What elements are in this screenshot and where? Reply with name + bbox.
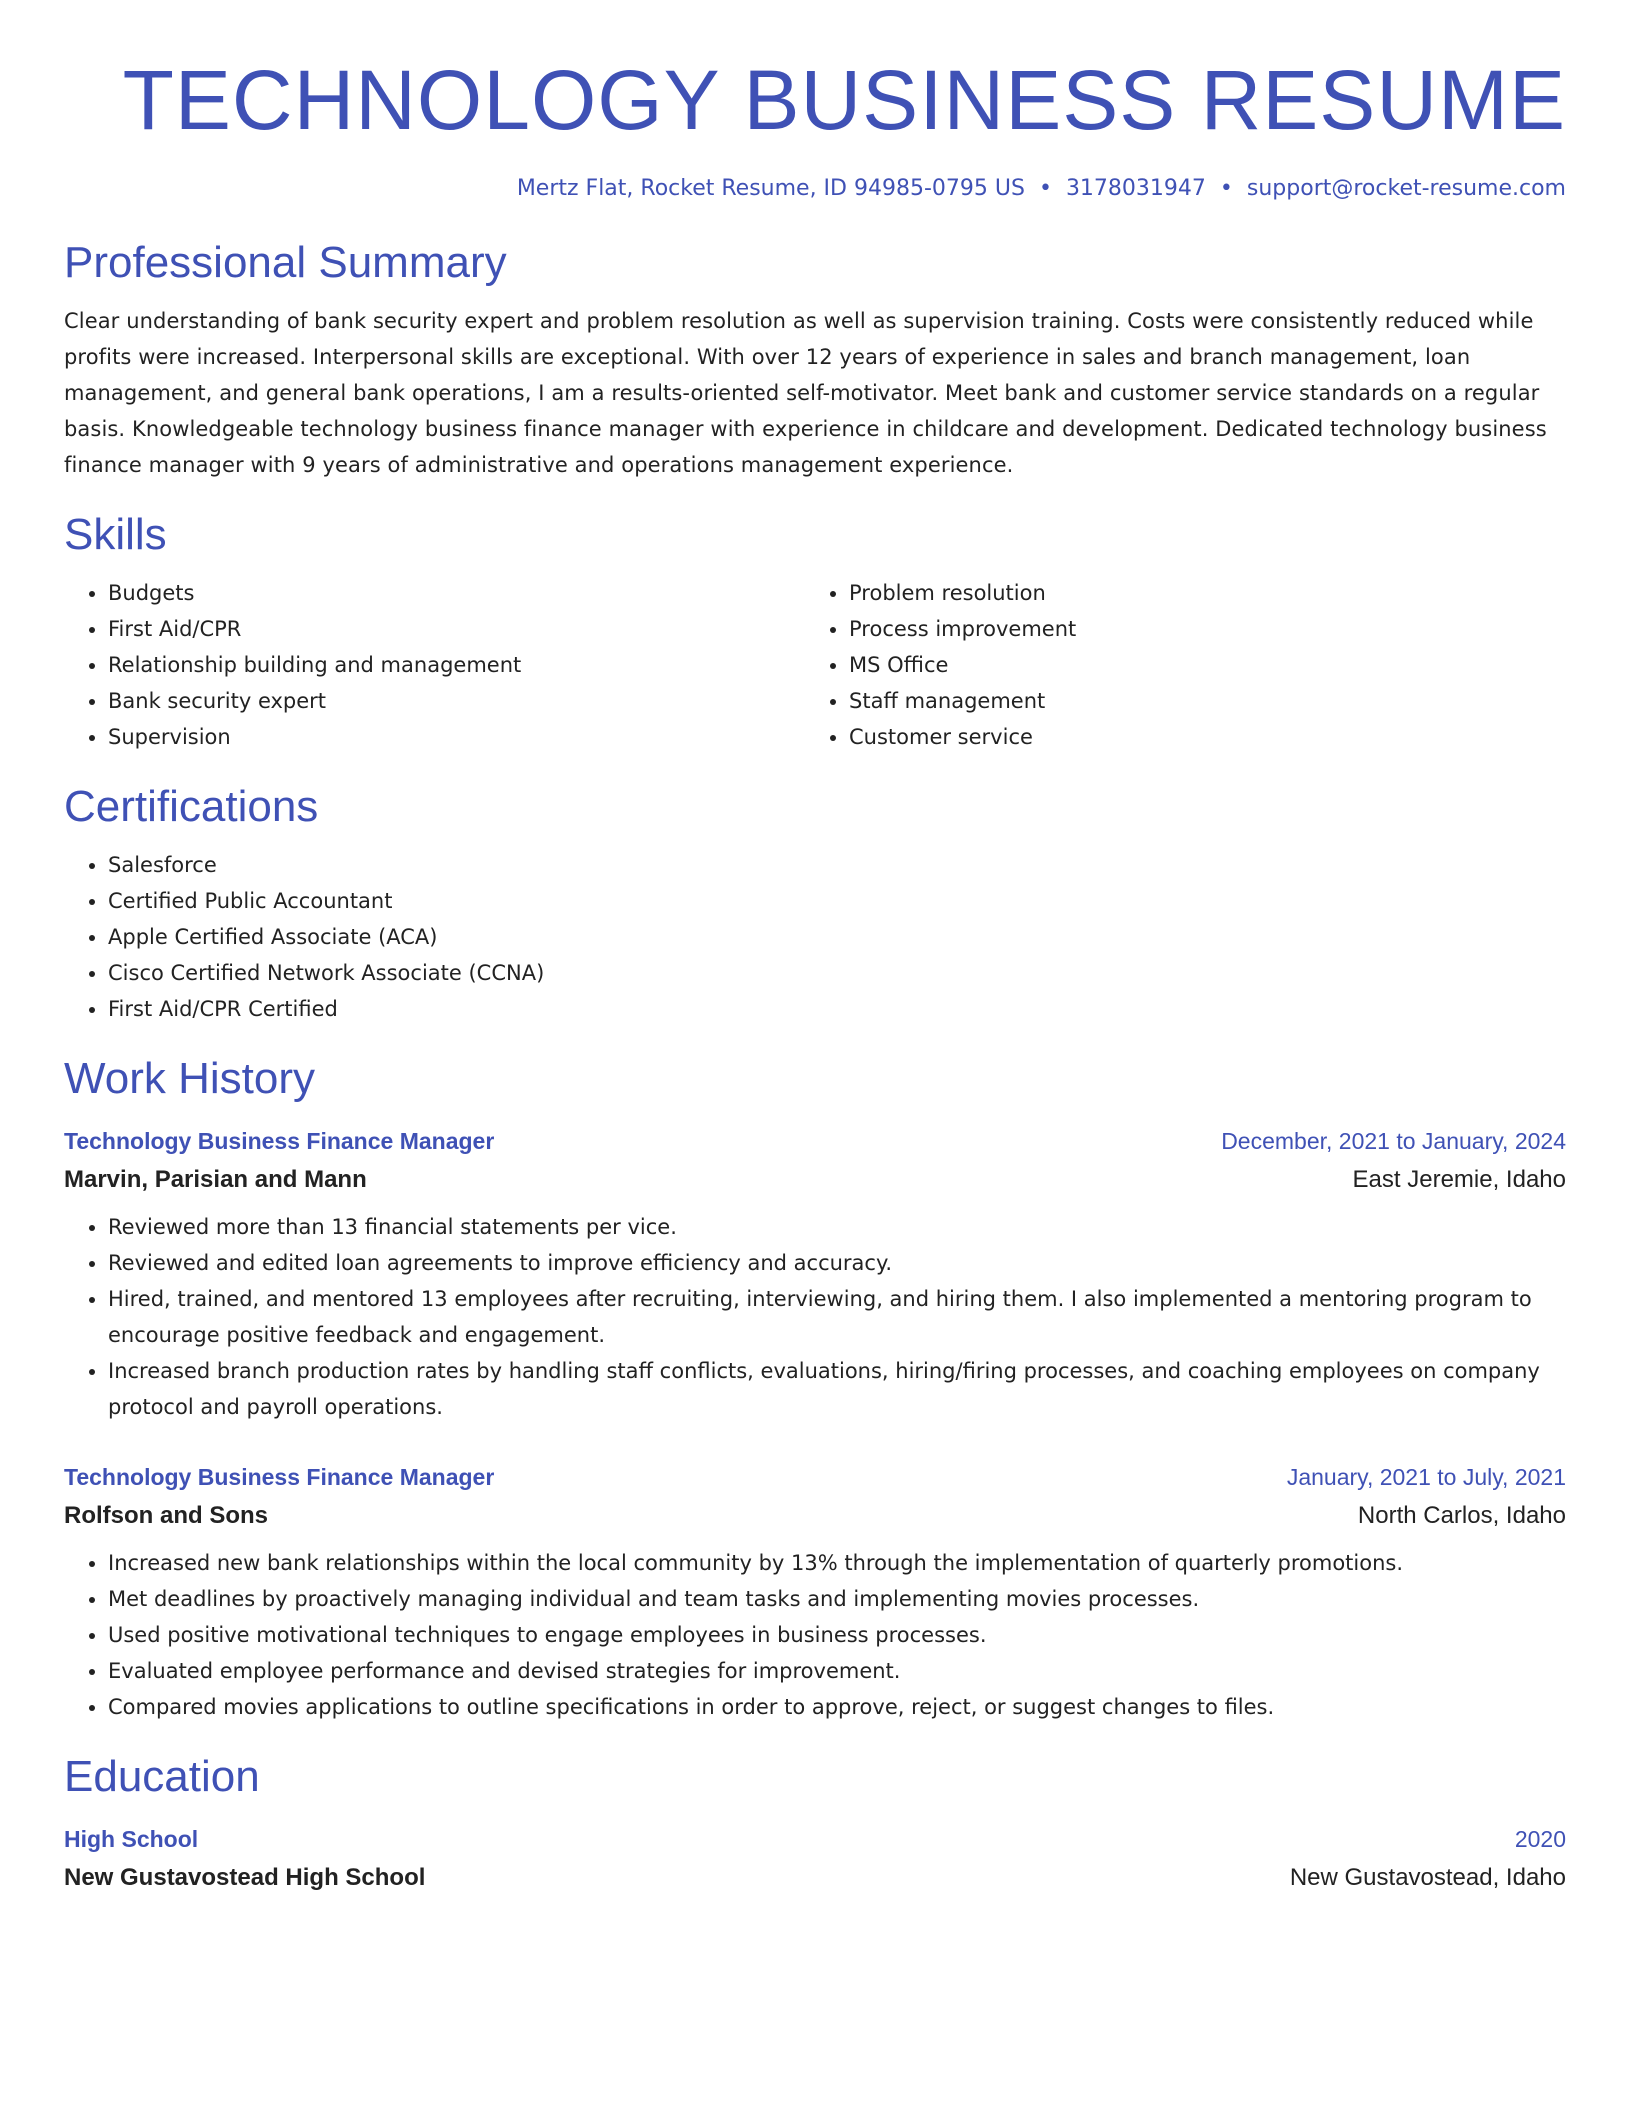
skill-item: • Process improvement <box>849 611 1546 647</box>
job-location: East Jeremie, Idaho <box>1352 1166 1566 1193</box>
skills-list-right <box>805 575 1546 755</box>
job-bullet: • Used positive motivational techniques to engage employees in business processes. <box>108 1617 1566 1653</box>
resume-page <box>64 0 1566 1897</box>
work-history-heading: Work History <box>64 1054 315 1103</box>
contact-address: Mertz Flat, Rocket Resume, ID 94985-0795 US <box>516 176 1025 201</box>
job-location: North Carlos, Idaho <box>1357 1502 1566 1529</box>
education-heading: Education <box>64 1752 260 1801</box>
contact-line <box>64 174 1566 204</box>
job-title: Technology Business Finance Manager <box>64 1128 495 1154</box>
job-bullet: • Reviewed more than 13 financial statements per vice. <box>108 1209 1566 1245</box>
job-company: Rolfson and Sons <box>64 1502 268 1529</box>
job-bullets <box>64 1209 1566 1425</box>
certifications-section <box>64 779 1566 1027</box>
job-bullets <box>64 1545 1566 1725</box>
skills-list-left <box>64 575 805 755</box>
job-title: Technology Business Finance Manager <box>64 1464 495 1490</box>
education-year: 2020 <box>1514 1826 1566 1852</box>
certification-item: • Salesforce <box>108 847 1566 883</box>
skill-item: • MS Office <box>849 647 1546 683</box>
education-section <box>64 1749 1566 1897</box>
education-entry <box>64 1819 1566 1897</box>
job-bullet: • Compared movies applications to outline specifications in order to approve, reject, or suggest changes to files. <box>108 1689 1566 1725</box>
resume-title: TECHNOLOGY BUSINESS RESUME <box>122 53 1566 147</box>
job-bullet: • Hired, trained, and mentored 13 employees after recruiting, interviewing, and hiring them. I also implemented a mentoring program to encourage positive feedback and engagement. <box>108 1281 1566 1353</box>
job-bullet: • Evaluated employee performance and devised strategies for improvement. <box>108 1653 1566 1689</box>
contact-email: support@rocket-resume.com <box>1246 176 1566 201</box>
education-degree: High School <box>64 1826 199 1852</box>
skill-item: • Customer service <box>849 719 1546 755</box>
separator-dot: • <box>1219 176 1233 201</box>
skill-item: • Staff management <box>849 683 1546 719</box>
skills-heading: Skills <box>64 510 167 559</box>
certification-item: • Certified Public Accountant <box>108 883 1566 919</box>
education-location: New Gustavostead, Idaho <box>1289 1864 1566 1891</box>
certification-item: • Apple Certified Associate (ACA) <box>108 919 1566 955</box>
job-bullet: • Reviewed and edited loan agreements to improve efficiency and accuracy. <box>108 1245 1566 1281</box>
skill-item: • Bank security expert <box>108 683 805 719</box>
job-entry <box>64 1121 1566 1425</box>
skill-item: • Relationship building and management <box>108 647 805 683</box>
certifications-heading: Certifications <box>64 782 319 831</box>
certifications-list <box>64 847 1566 1027</box>
work-history-section <box>64 1051 1566 1725</box>
job-bullet: • Increased branch production rates by handling staff conflicts, evaluations, hiring/firing processes, and coaching employees on company protocol and payroll operations. <box>108 1353 1566 1425</box>
skills-section <box>64 507 1566 755</box>
job-dates: January, 2021 to July, 2021 <box>1286 1464 1566 1490</box>
summary-text: Clear understanding of bank security expert and problem resolution as well as supervision training. Costs were consistently reduced while profits were increased. Interpersonal skills are exceptional. With over 12 years of experience in sales and branch management, loan management, and general bank operations, I am a results-oriented self-motivator. Meet bank and customer service standards on a regular basis. Knowledgeable technology business finance manager with experience in childcare and development. Dedicated technology business finance manager with 9 years of administrative and operations management experience. <box>64 309 1547 477</box>
job-bullet: • Met deadlines by proactively managing individual and team tasks and implementing movies processes. <box>108 1581 1566 1617</box>
job-company: Marvin, Parisian and Mann <box>64 1166 367 1193</box>
skill-item: • Supervision <box>108 719 805 755</box>
skill-item: • Problem resolution <box>849 575 1546 611</box>
certification-item: • Cisco Certified Network Associate (CCNA) <box>108 955 1566 991</box>
summary-heading: Professional Summary <box>64 238 507 287</box>
job-bullet: • Increased new bank relationships within the local community by 13% through the implementation of quarterly promotions. <box>108 1545 1566 1581</box>
skill-item: • Budgets <box>108 575 805 611</box>
education-school: New Gustavostead High School <box>64 1864 426 1891</box>
certification-item: • First Aid/CPR Certified <box>108 991 1566 1027</box>
contact-phone: 3178031947 <box>1065 176 1206 201</box>
skill-item: • First Aid/CPR <box>108 611 805 647</box>
job-dates: December, 2021 to January, 2024 <box>1221 1128 1566 1154</box>
separator-dot: • <box>1038 176 1052 201</box>
job-entry <box>64 1457 1566 1725</box>
